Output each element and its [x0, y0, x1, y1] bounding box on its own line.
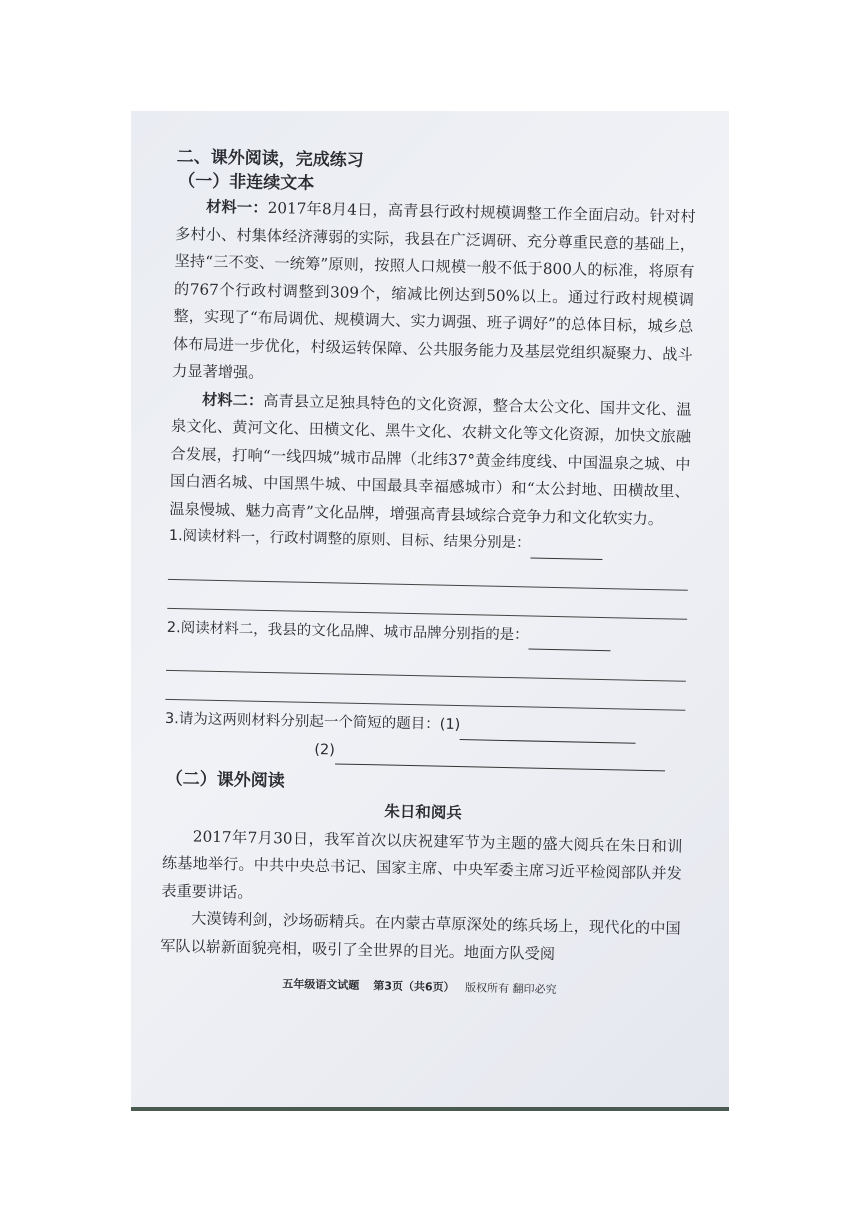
answer-blank-3-1[interactable]	[460, 719, 636, 744]
exam-page	[159, 145, 697, 1006]
answer-blank-1[interactable]	[530, 537, 602, 560]
footer-exam-name: 五年级语文试题	[282, 977, 360, 993]
material1-text: 2017年8月4日，高青县行政村规模调整工作全面启动。针对村多村小、村集体经济薄弱的实际，我县在广泛调研、充分尊重民意的基础上，坚持“三不变、一统筹”原则，按照人口规模一般不低于800人的标准，将原有的767个行政村调整到309个，缩减比例达到50%以上。通过行政村规模调整，实现了“布局调优、规模调大、实力调强、班子调好”的总体目标，城乡总体布局进一步优化，村级运转保障、公共服务能力及基层党组织凝聚力、战斗力显著增强。	[172, 198, 696, 382]
photo-bottom-edge	[131, 1107, 729, 1111]
question-3-part2-label: (2)	[314, 741, 336, 758]
article-paragraph-2: 大漠铸利剑，沙场砺精兵。在内蒙古草原深处的练兵场上，现代化的中国军队以崭新面貌亮相，吸引了全世界的目光。地面方队受阅	[160, 909, 681, 963]
material2-text: 高青县立足独具特色的文化资源，整合太公文化、国井文化、温泉文化、黄河文化、田横文化、黑牛文化、农耕文化等文化资源，加快文旅融合发展，打响“一线四城”城市品牌（北纬37°黄金纬度线、中国温泉之城、中国白酒名城、中国黑牛城、中国最具幸福感城市）和“太公封地、田横故里、温泉慢城、魅力高青”文化品牌，增强高青县域综合竞争力和文化软实力。	[169, 391, 692, 528]
page-footer	[159, 968, 679, 1006]
answer-blank-2[interactable]	[528, 628, 610, 651]
footer-page-number: 第3页（共6页）	[373, 979, 455, 994]
article-title: 朱日和阅兵	[384, 801, 463, 823]
answer-blank-3-2[interactable]	[335, 743, 665, 771]
material1-paragraph	[172, 193, 696, 396]
article-paragraph-1: 2017年7月30日，我军首次以庆祝建军节为主题的盛大阅兵在朱日和训练基地举行。中共中央总书记、国家主席、中央军委主席习近平检阅部队并发表重要讲话。	[161, 826, 683, 902]
part1-heading: （一）非连续文本	[178, 171, 315, 194]
footer-rights: 版权所有 翻印必究	[464, 981, 557, 997]
material1-lead: 材料一：	[205, 197, 268, 217]
part2-heading: （二）课外阅读	[165, 768, 285, 792]
question-2-text: 2.阅读材料二，我县的文化品牌、城市品牌分别指的是：	[166, 619, 529, 643]
material2-paragraph	[169, 385, 692, 533]
question-1-text: 1.阅读材料一，行政村调整的原则、目标、结果分别是：	[168, 527, 531, 552]
section-heading: 二、课外阅读，完成练习	[176, 146, 364, 171]
question-3-text: 3.请为这两则材料分别起一个简短的题目：(1)	[164, 710, 461, 734]
material2-lead: 材料二：	[201, 390, 264, 410]
scanned-page-photo	[131, 111, 729, 1111]
